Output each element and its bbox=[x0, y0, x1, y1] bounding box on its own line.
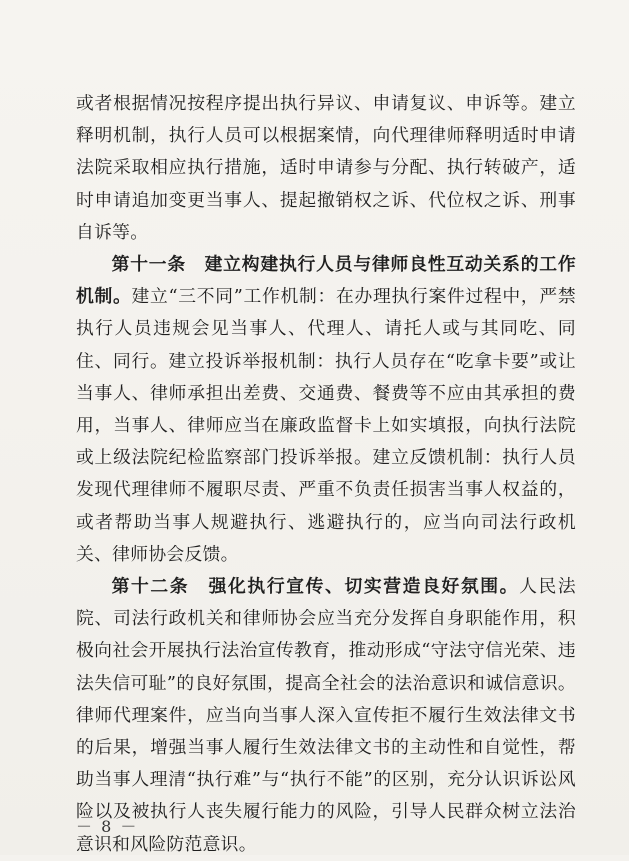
article-12-text: 人民法院、司法行政机关和律师协会应当充分发挥自身职能作用，积极向社会开展执行法治宣传教育，推动形成“守法守信光荣、违法失信可耻”的良好氛围，提高全社会的法治意识和诚信意识。律师代理案件，应当向当事人深入宣传拒不履行生效法律文书的后果，增强当事人履行生效法律文书的主动性和自觉性，帮助当事人理清“执行难”与“执行不能”的区别，充分认识诉讼风险以及被执行人丧失履行能力的风险，引导人民群众树立法治意识和风险防范意识。 bbox=[76, 576, 576, 855]
article-11-title: 第十一条 建立构建执行人员与律师良性互动关系的工作机制。 bbox=[76, 254, 576, 308]
article-12-title: 第十二条 强化执行宣传、切实营造良好氛围。 bbox=[111, 576, 520, 598]
paragraph-text: 或者根据情况按程序提出执行异议、申请复议、申诉等。建立释明机制，执行人员可以根据案情，向代理律师释明适时申请法院采取相应执行措施，适时申请参与分配、执行转破产，适时申请追加变更当事人、提起撤销权之诉、代位权之诉、刑事自诉等。 bbox=[76, 93, 576, 243]
page-number: － 8 － bbox=[76, 817, 139, 836]
paragraph-article-12 bbox=[76, 571, 576, 861]
paragraph-continuation bbox=[76, 88, 576, 249]
body-text bbox=[76, 88, 576, 861]
paragraph-article-11 bbox=[76, 249, 576, 571]
article-11-text: 建立“三不同”工作机制：在办理执行案件过程中，严禁执行人员违规会见当事人、代理人、请托人或与其同吃、同住、同行。建立投诉举报机制：执行人员存在“吃拿卡要”或让当事人、律师承担出差费、交通费、餐费等不应由其承担的费用，当事人、律师应当在廉政监督卡上如实填报，向执行法院或上级法院纪检监察部门投诉举报。建立反馈机制：执行人员发现代理律师不履职尽责、严重不负责任损害当事人权益的，或者帮助当事人规避执行、逃避执行的，应当向司法行政机关、律师协会反馈。 bbox=[76, 286, 576, 565]
